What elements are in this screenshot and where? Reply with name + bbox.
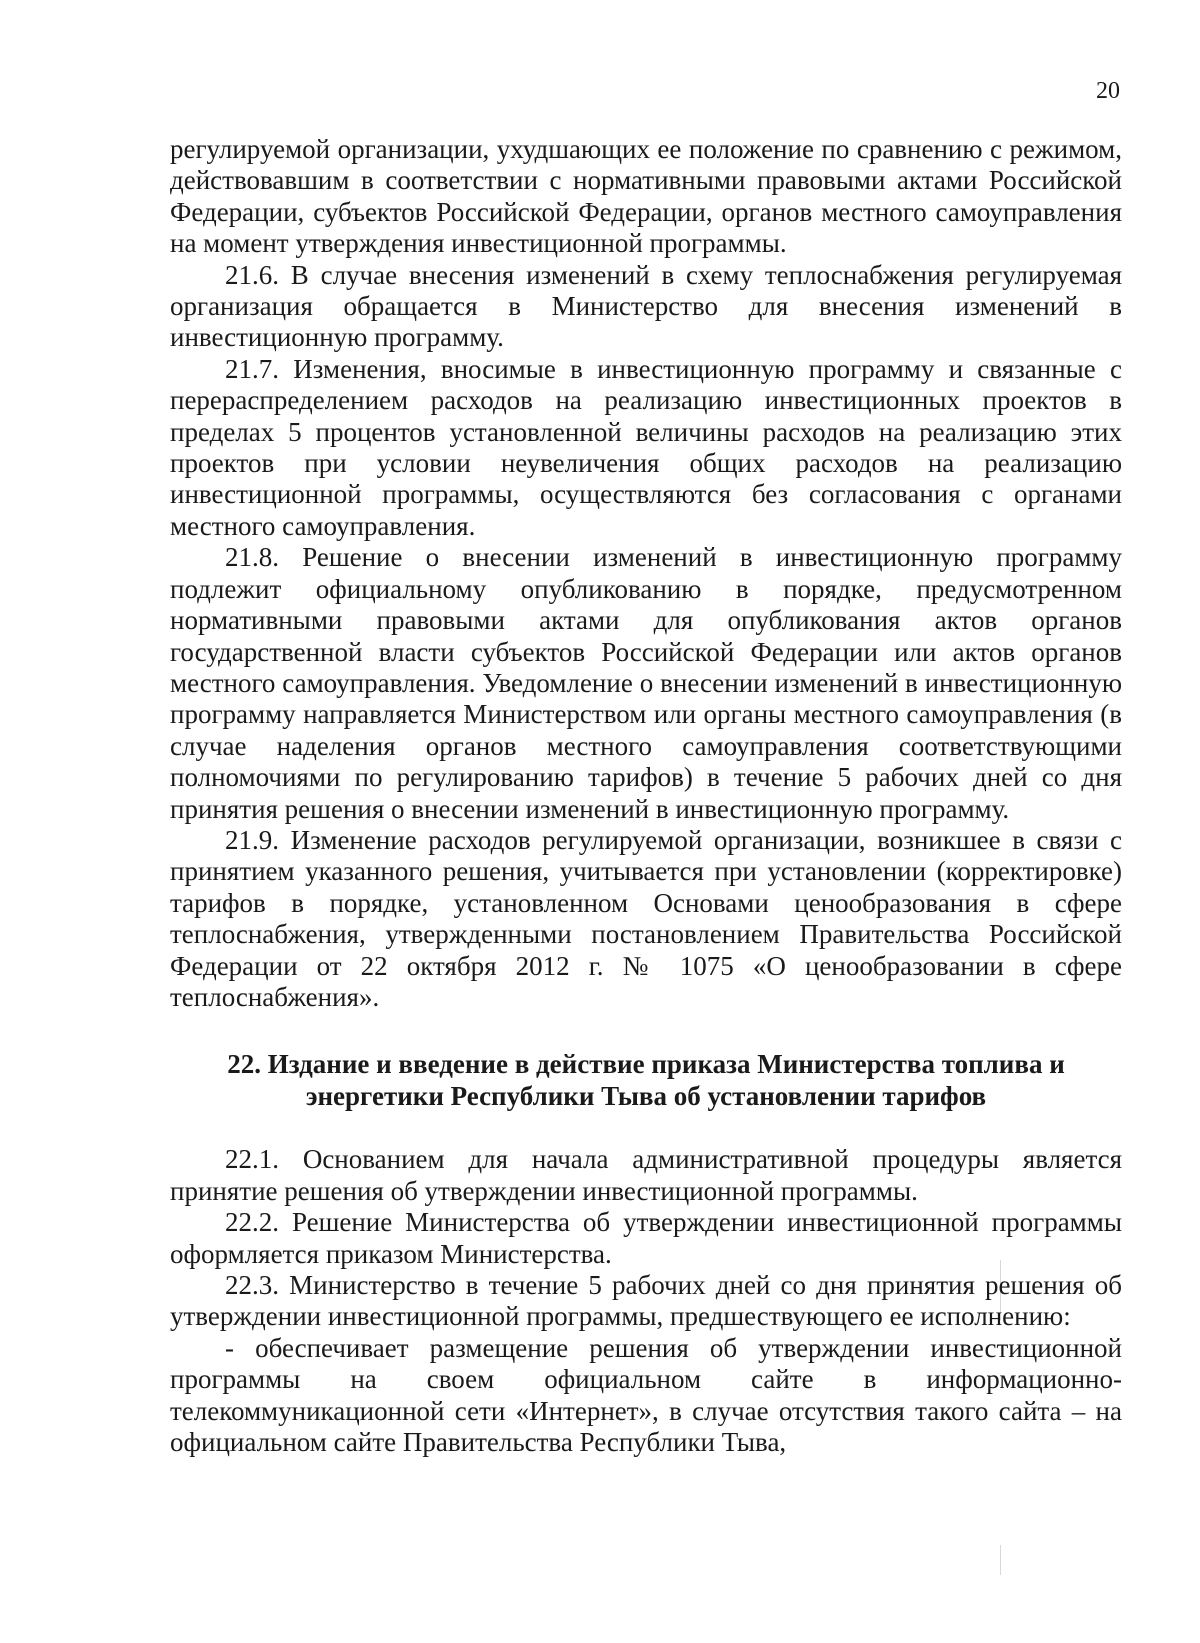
page-number: 20 [1096, 78, 1120, 104]
section-heading-line-1: 22. Издание и введение в действие приказа Министерства топлива и [227, 1049, 1065, 1080]
paragraph-21-6: 21.6. В случае внесения изменений в схему теплоснабжения регулируемая организация обращается в Министерство для внесения изменений в инвестиционную программу. [170, 259, 1122, 353]
paragraph-21-9: 21.9. Изменение расходов регулируемой организации, возникшее в связи с принятием указанного решения, учитывается при установлении (корректировке) тарифов в порядке, установленном Основами ценообразования в сфере теплоснабжения, утвержденными постановлением Правительства Российской Федерации от 22 октября 2012 г. № 1075 «О ценообразовании в сфере теплоснабжения». [170, 824, 1122, 1012]
paragraph-continuation: регулируемой организации, ухудшающих ее положение по сравнению с режимом, действовавшим в соответствии с нормативными правовыми актами Российской Федерации, субъектов Российской Федерации, органов местного самоуправления на момент утверждения инвестиционной программы. [170, 134, 1122, 259]
bullet-item: - обеспечивает размещение решения об утверждении инвестиционной программы на своем официальном сайте в информационно-телекоммуникационной сети «Интернет», в случае отсутствия такого сайта – на официальном сайте Правительства Республики Тыва, [170, 1332, 1122, 1458]
document-body [170, 134, 1122, 1458]
paragraph-22-1: 22.1. Основанием для начала административной процедуры является принятие решения об утверждении инвестиционной программы. [170, 1144, 1122, 1206]
paragraph-22-2: 22.2. Решение Министерства об утверждении инвестиционной программы оформляется приказом Министерства. [170, 1207, 1122, 1269]
paragraph-22-3: 22.3. Министерство в течение 5 рабочих дней со дня принятия решения об утверждении инвестиционной программы, предшествующего ее исполнению: [170, 1270, 1122, 1332]
paragraph-21-8: 21.8. Решение о внесении изменений в инвестиционную программу подлежит официальному опубликованию в порядке, предусмотренном нормативными правовыми актами для опубликования актов органов государственной власти субъектов Российской Федерации или актов органов местного самоуправления. Уведомление о внесении изменений в инвестиционную программу направляется Министерством или органы местного самоуправления (в случае наделения органов местного самоуправления соответствующими полномочиями по регулированию тарифов) в течение 5 рабочих дней со дня принятия решения о внесении изменений в инвестиционную программу. [170, 542, 1122, 824]
paragraph-21-7: 21.7. Изменения, вносимые в инвестиционную программу и связанные с перераспределением расходов на реализацию инвестиционных проектов в пределах 5 процентов установленной величины расходов на реализацию этих проектов при условии неувеличения общих расходов на реализацию инвестиционной программы, осуществляются без согласования с органами местного самоуправления. [170, 353, 1122, 541]
scan-artifact-line [1000, 1545, 1001, 1575]
section-heading-line-2: энергетики Республики Тыва об установлении тарифов [305, 1081, 987, 1112]
section-heading [170, 1048, 1122, 1112]
